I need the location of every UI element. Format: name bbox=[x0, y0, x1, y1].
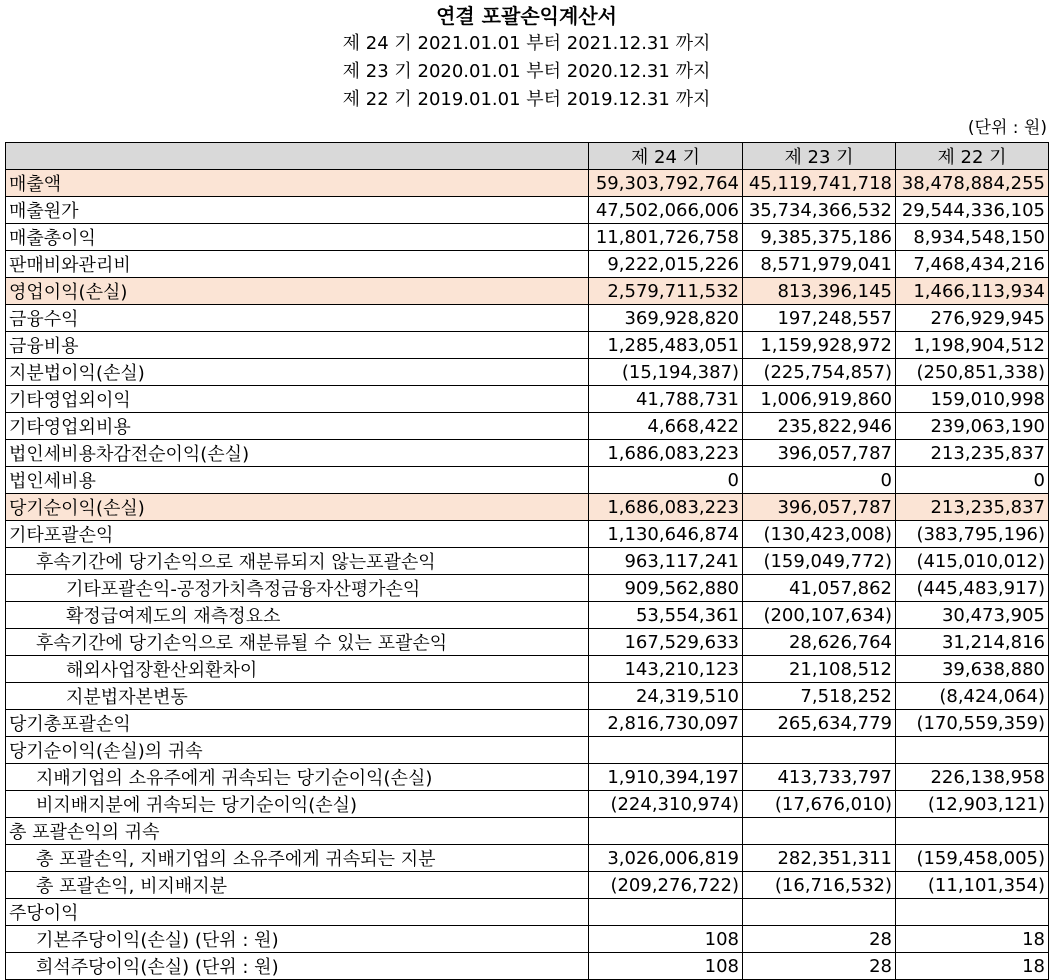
table-row bbox=[6, 440, 1049, 467]
value-cell-period-22: 159,010,998 bbox=[896, 386, 1049, 413]
value-cell-period-24: 0 bbox=[589, 467, 743, 494]
row-label: 기타영업외이익 bbox=[6, 386, 589, 413]
value-cell-period-24: 1,130,646,874 bbox=[589, 521, 743, 548]
row-label: 당기총포괄손익 bbox=[6, 710, 589, 737]
header-period-23: 제 23 기 bbox=[743, 143, 896, 170]
table-row bbox=[6, 629, 1049, 656]
value-cell-period-22: (383,795,196) bbox=[896, 521, 1049, 548]
row-label: 희석주당이익(손실) (단위 : 원) bbox=[6, 953, 589, 980]
value-cell-period-22: 18 bbox=[896, 926, 1049, 953]
value-cell-period-24: 963,117,241 bbox=[589, 548, 743, 575]
table-row bbox=[6, 548, 1049, 575]
value-cell-period-23: 1,159,928,972 bbox=[743, 332, 896, 359]
header-label-column bbox=[6, 143, 589, 170]
row-label: 후속기간에 당기손익으로 재분류될 수 있는 포괄손익 bbox=[6, 629, 589, 656]
value-cell-period-22: (445,483,917) bbox=[896, 575, 1049, 602]
value-cell-period-22: 7,468,434,216 bbox=[896, 251, 1049, 278]
value-cell-period-24 bbox=[589, 818, 743, 845]
value-cell-period-22: 239,063,190 bbox=[896, 413, 1049, 440]
table-row bbox=[6, 926, 1049, 953]
value-cell-period-23 bbox=[743, 737, 896, 764]
table-row bbox=[6, 413, 1049, 440]
header-period-24: 제 24 기 bbox=[589, 143, 743, 170]
value-cell-period-22: 29,544,336,105 bbox=[896, 197, 1049, 224]
income-statement-table bbox=[5, 142, 1049, 980]
value-cell-period-24: 1,686,083,223 bbox=[589, 494, 743, 521]
row-label: 해외사업장환산외환차이 bbox=[6, 656, 589, 683]
table-row bbox=[6, 764, 1049, 791]
table-row bbox=[6, 710, 1049, 737]
value-cell-period-23: 396,057,787 bbox=[743, 494, 896, 521]
value-cell-period-22: 30,473,905 bbox=[896, 602, 1049, 629]
table-row bbox=[6, 683, 1049, 710]
table-row bbox=[6, 602, 1049, 629]
value-cell-period-23: 21,108,512 bbox=[743, 656, 896, 683]
table-row bbox=[6, 845, 1049, 872]
row-label: 총 포괄손익의 귀속 bbox=[6, 818, 589, 845]
value-cell-period-22: 39,638,880 bbox=[896, 656, 1049, 683]
row-label: 금융수익 bbox=[6, 305, 589, 332]
row-label: 영업이익(손실) bbox=[6, 278, 589, 305]
table-row bbox=[6, 332, 1049, 359]
row-label: 총 포괄손익, 비지배지분 bbox=[6, 872, 589, 899]
value-cell-period-24: 24,319,510 bbox=[589, 683, 743, 710]
table-row bbox=[6, 791, 1049, 818]
value-cell-period-23: 9,385,375,186 bbox=[743, 224, 896, 251]
value-cell-period-22: 18 bbox=[896, 953, 1049, 980]
value-cell-period-23: 7,518,252 bbox=[743, 683, 896, 710]
value-cell-period-24: 9,222,015,226 bbox=[589, 251, 743, 278]
value-cell-period-23: (225,754,857) bbox=[743, 359, 896, 386]
table-row bbox=[6, 197, 1049, 224]
period-line-23: 제 23 기 2020.01.01 부터 2020.12.31 까지 bbox=[342, 61, 711, 82]
value-cell-period-23 bbox=[743, 899, 896, 926]
row-label: 법인세비용차감전순이익(손실) bbox=[6, 440, 589, 467]
row-label: 총 포괄손익, 지배기업의 소유주에게 귀속되는 지분 bbox=[6, 845, 589, 872]
value-cell-period-22 bbox=[896, 737, 1049, 764]
value-cell-period-22 bbox=[896, 899, 1049, 926]
row-label: 매출총이익 bbox=[6, 224, 589, 251]
value-cell-period-23: (159,049,772) bbox=[743, 548, 896, 575]
value-cell-period-24: 41,788,731 bbox=[589, 386, 743, 413]
statement-title: 연결 포괄손익계산서 bbox=[436, 4, 617, 28]
row-label: 기타포괄손익-공정가치측정금융자산평가손익 bbox=[6, 575, 589, 602]
value-cell-period-22: 276,929,945 bbox=[896, 305, 1049, 332]
table-row bbox=[6, 251, 1049, 278]
value-cell-period-24: 1,285,483,051 bbox=[589, 332, 743, 359]
value-cell-period-23: 265,634,779 bbox=[743, 710, 896, 737]
value-cell-period-23: 8,571,979,041 bbox=[743, 251, 896, 278]
value-cell-period-22: (11,101,354) bbox=[896, 872, 1049, 899]
value-cell-period-23: 282,351,311 bbox=[743, 845, 896, 872]
period-line-22: 제 22 기 2019.01.01 부터 2019.12.31 까지 bbox=[342, 89, 711, 110]
value-cell-period-23: 28,626,764 bbox=[743, 629, 896, 656]
value-cell-period-23: (130,423,008) bbox=[743, 521, 896, 548]
value-cell-period-23: 235,822,946 bbox=[743, 413, 896, 440]
value-cell-period-23: 28 bbox=[743, 926, 896, 953]
value-cell-period-23: 396,057,787 bbox=[743, 440, 896, 467]
value-cell-period-23: 35,734,366,532 bbox=[743, 197, 896, 224]
table-row bbox=[6, 899, 1049, 926]
value-cell-period-23: (16,716,532) bbox=[743, 872, 896, 899]
value-cell-period-24: 369,928,820 bbox=[589, 305, 743, 332]
value-cell-period-22: (8,424,064) bbox=[896, 683, 1049, 710]
value-cell-period-22: (159,458,005) bbox=[896, 845, 1049, 872]
value-cell-period-22 bbox=[896, 818, 1049, 845]
value-cell-period-23: 45,119,741,718 bbox=[743, 170, 896, 197]
table-row bbox=[6, 953, 1049, 980]
row-label: 비지배지분에 귀속되는 당기순이익(손실) bbox=[6, 791, 589, 818]
value-cell-period-23: 413,733,797 bbox=[743, 764, 896, 791]
value-cell-period-22: (250,851,338) bbox=[896, 359, 1049, 386]
table-row bbox=[6, 305, 1049, 332]
value-cell-period-23: 28 bbox=[743, 953, 896, 980]
value-cell-period-24: 143,210,123 bbox=[589, 656, 743, 683]
value-cell-period-24: (209,276,722) bbox=[589, 872, 743, 899]
unit-label: (단위 : 원) bbox=[967, 118, 1047, 138]
value-cell-period-24: 1,686,083,223 bbox=[589, 440, 743, 467]
table-body bbox=[6, 170, 1049, 980]
value-cell-period-23: (17,676,010) bbox=[743, 791, 896, 818]
row-label: 기타영업외비용 bbox=[6, 413, 589, 440]
row-label: 판매비와관리비 bbox=[6, 251, 589, 278]
value-cell-period-22: (415,010,012) bbox=[896, 548, 1049, 575]
value-cell-period-23: 1,006,919,860 bbox=[743, 386, 896, 413]
value-cell-period-22: 0 bbox=[896, 467, 1049, 494]
value-cell-period-23: 813,396,145 bbox=[743, 278, 896, 305]
value-cell-period-22: 226,138,958 bbox=[896, 764, 1049, 791]
value-cell-period-22: 31,214,816 bbox=[896, 629, 1049, 656]
value-cell-period-23: 41,057,862 bbox=[743, 575, 896, 602]
value-cell-period-22: 38,478,884,255 bbox=[896, 170, 1049, 197]
value-cell-period-22: 1,198,904,512 bbox=[896, 332, 1049, 359]
value-cell-period-24: (15,194,387) bbox=[589, 359, 743, 386]
value-cell-period-24: 53,554,361 bbox=[589, 602, 743, 629]
value-cell-period-24: 2,579,711,532 bbox=[589, 278, 743, 305]
row-label: 당기순이익(손실) bbox=[6, 494, 589, 521]
value-cell-period-23: 197,248,557 bbox=[743, 305, 896, 332]
value-cell-period-23: (200,107,634) bbox=[743, 602, 896, 629]
value-cell-period-22: (12,903,121) bbox=[896, 791, 1049, 818]
table-row bbox=[6, 818, 1049, 845]
statement-header bbox=[0, 2, 1053, 114]
row-label: 기본주당이익(손실) (단위 : 원) bbox=[6, 926, 589, 953]
value-cell-period-24: 47,502,066,006 bbox=[589, 197, 743, 224]
table-row bbox=[6, 467, 1049, 494]
row-label: 지분법이익(손실) bbox=[6, 359, 589, 386]
value-cell-period-24: 59,303,792,764 bbox=[589, 170, 743, 197]
value-cell-period-22: 1,466,113,934 bbox=[896, 278, 1049, 305]
table-row bbox=[6, 278, 1049, 305]
header-period-22: 제 22 기 bbox=[896, 143, 1049, 170]
row-label: 후속기간에 당기손익으로 재분류되지 않는포괄손익 bbox=[6, 548, 589, 575]
value-cell-period-24: 108 bbox=[589, 926, 743, 953]
value-cell-period-22: 213,235,837 bbox=[896, 494, 1049, 521]
row-label: 매출원가 bbox=[6, 197, 589, 224]
table-header-row bbox=[6, 143, 1049, 170]
value-cell-period-22: 213,235,837 bbox=[896, 440, 1049, 467]
value-cell-period-24: 3,026,006,819 bbox=[589, 845, 743, 872]
value-cell-period-22: (170,559,359) bbox=[896, 710, 1049, 737]
row-label: 확정급여제도의 재측정요소 bbox=[6, 602, 589, 629]
table-row bbox=[6, 224, 1049, 251]
table-row bbox=[6, 575, 1049, 602]
row-label: 당기순이익(손실)의 귀속 bbox=[6, 737, 589, 764]
row-label: 주당이익 bbox=[6, 899, 589, 926]
row-label: 법인세비용 bbox=[6, 467, 589, 494]
table-row bbox=[6, 656, 1049, 683]
row-label: 금융비용 bbox=[6, 332, 589, 359]
period-line-24: 제 24 기 2021.01.01 부터 2021.12.31 까지 bbox=[342, 33, 711, 54]
table-row bbox=[6, 359, 1049, 386]
value-cell-period-24: 11,801,726,758 bbox=[589, 224, 743, 251]
value-cell-period-24 bbox=[589, 899, 743, 926]
row-label: 지분법자본변동 bbox=[6, 683, 589, 710]
value-cell-period-24: (224,310,974) bbox=[589, 791, 743, 818]
row-label: 기타포괄손익 bbox=[6, 521, 589, 548]
value-cell-period-24: 909,562,880 bbox=[589, 575, 743, 602]
table-row bbox=[6, 170, 1049, 197]
value-cell-period-22: 8,934,548,150 bbox=[896, 224, 1049, 251]
table-row bbox=[6, 872, 1049, 899]
value-cell-period-24 bbox=[589, 737, 743, 764]
value-cell-period-23: 0 bbox=[743, 467, 896, 494]
table-row bbox=[6, 737, 1049, 764]
row-label: 지배기업의 소유주에게 귀속되는 당기순이익(손실) bbox=[6, 764, 589, 791]
table-row bbox=[6, 494, 1049, 521]
value-cell-period-23 bbox=[743, 818, 896, 845]
table-row bbox=[6, 386, 1049, 413]
row-label: 매출액 bbox=[6, 170, 589, 197]
value-cell-period-24: 2,816,730,097 bbox=[589, 710, 743, 737]
value-cell-period-24: 167,529,633 bbox=[589, 629, 743, 656]
value-cell-period-24: 1,910,394,197 bbox=[589, 764, 743, 791]
table-row bbox=[6, 521, 1049, 548]
value-cell-period-24: 4,668,422 bbox=[589, 413, 743, 440]
value-cell-period-24: 108 bbox=[589, 953, 743, 980]
